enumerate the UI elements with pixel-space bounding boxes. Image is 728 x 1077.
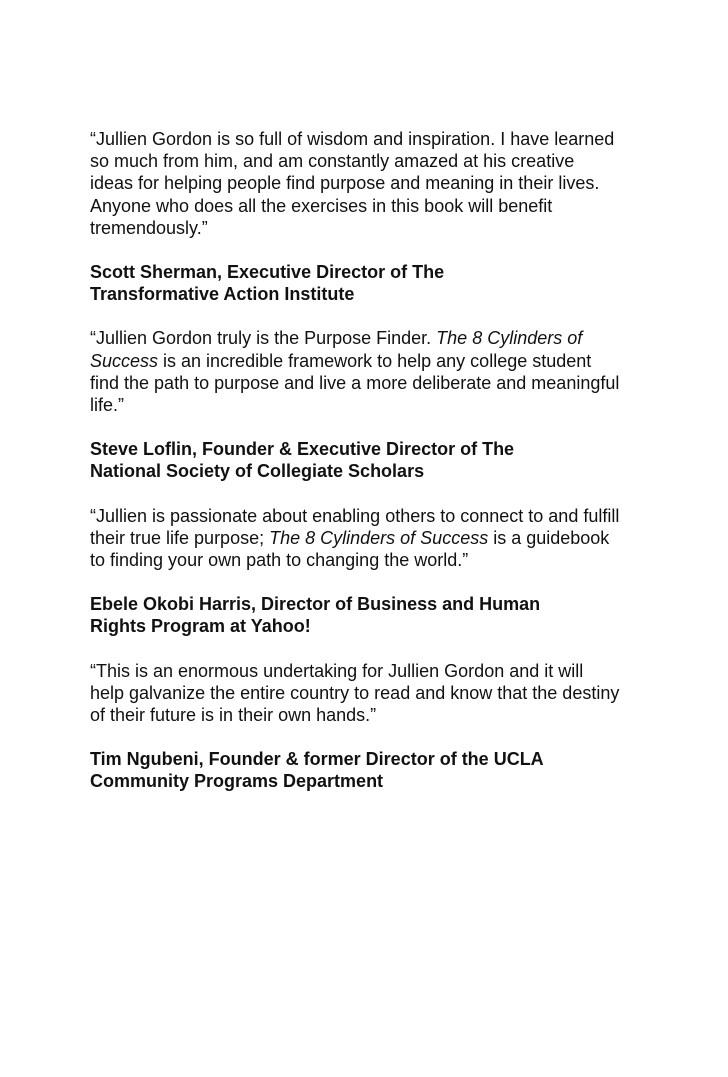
testimonial-attribution-1 (90, 261, 620, 305)
attribution-line: Rights Program at Yahoo! (90, 616, 311, 637)
quote-text: “Jullien is passionate about enabling others to connect to and fulfill their true life purpose; (90, 505, 620, 548)
testimonial-quote-4 (90, 660, 620, 727)
testimonial-quote-3 (90, 505, 620, 572)
attribution-line: Scott Sherman, Executive Director of The (90, 262, 445, 283)
testimonial-quote-2 (90, 327, 620, 416)
attribution-line: Steve Loflin, Founder & Executive Director of The (90, 439, 515, 460)
book-title: The 8 Cylinders of Success (269, 527, 489, 548)
attribution-line: National Society of Collegiate Scholars (90, 461, 425, 482)
attribution-line: Tim Ngubeni, Founder & former Director of the UCLA (90, 749, 544, 770)
quote-text: is a guidebook to finding your own path to changing the world.” (90, 527, 610, 571)
quote-text: “This is an enormous undertaking for Jullien Gordon and it will help galvanize the entire country to read and know that the destiny of their future is in their own hands.” (90, 660, 620, 726)
attribution-line: Ebele Okobi Harris, Director of Business and Human (90, 594, 541, 615)
testimonials-page (90, 128, 620, 815)
testimonial-quote-1 (90, 128, 620, 239)
testimonial-attribution-4 (90, 748, 620, 792)
attribution-line: Community Programs Department (90, 771, 384, 792)
testimonial-attribution-2 (90, 438, 620, 482)
quote-text: is an incredible framework to help any college student find the path to purpose and live a more deliberate and meaningful life.” (90, 350, 620, 416)
attribution-line: Transformative Action Institute (90, 284, 355, 305)
quote-text: “Jullien Gordon truly is the Purpose Finder. (90, 328, 437, 349)
book-title: The 8 Cylinders of Success (90, 328, 583, 371)
testimonial-attribution-3 (90, 593, 620, 637)
quote-text: “Jullien Gordon is so full of wisdom and inspiration. I have learned so much from him, and am constantly amazed at his creative ideas for helping people find purpose and meaning in their lives. Anyone who does all the exercises in this book will benefit tremendously.” (90, 129, 615, 238)
